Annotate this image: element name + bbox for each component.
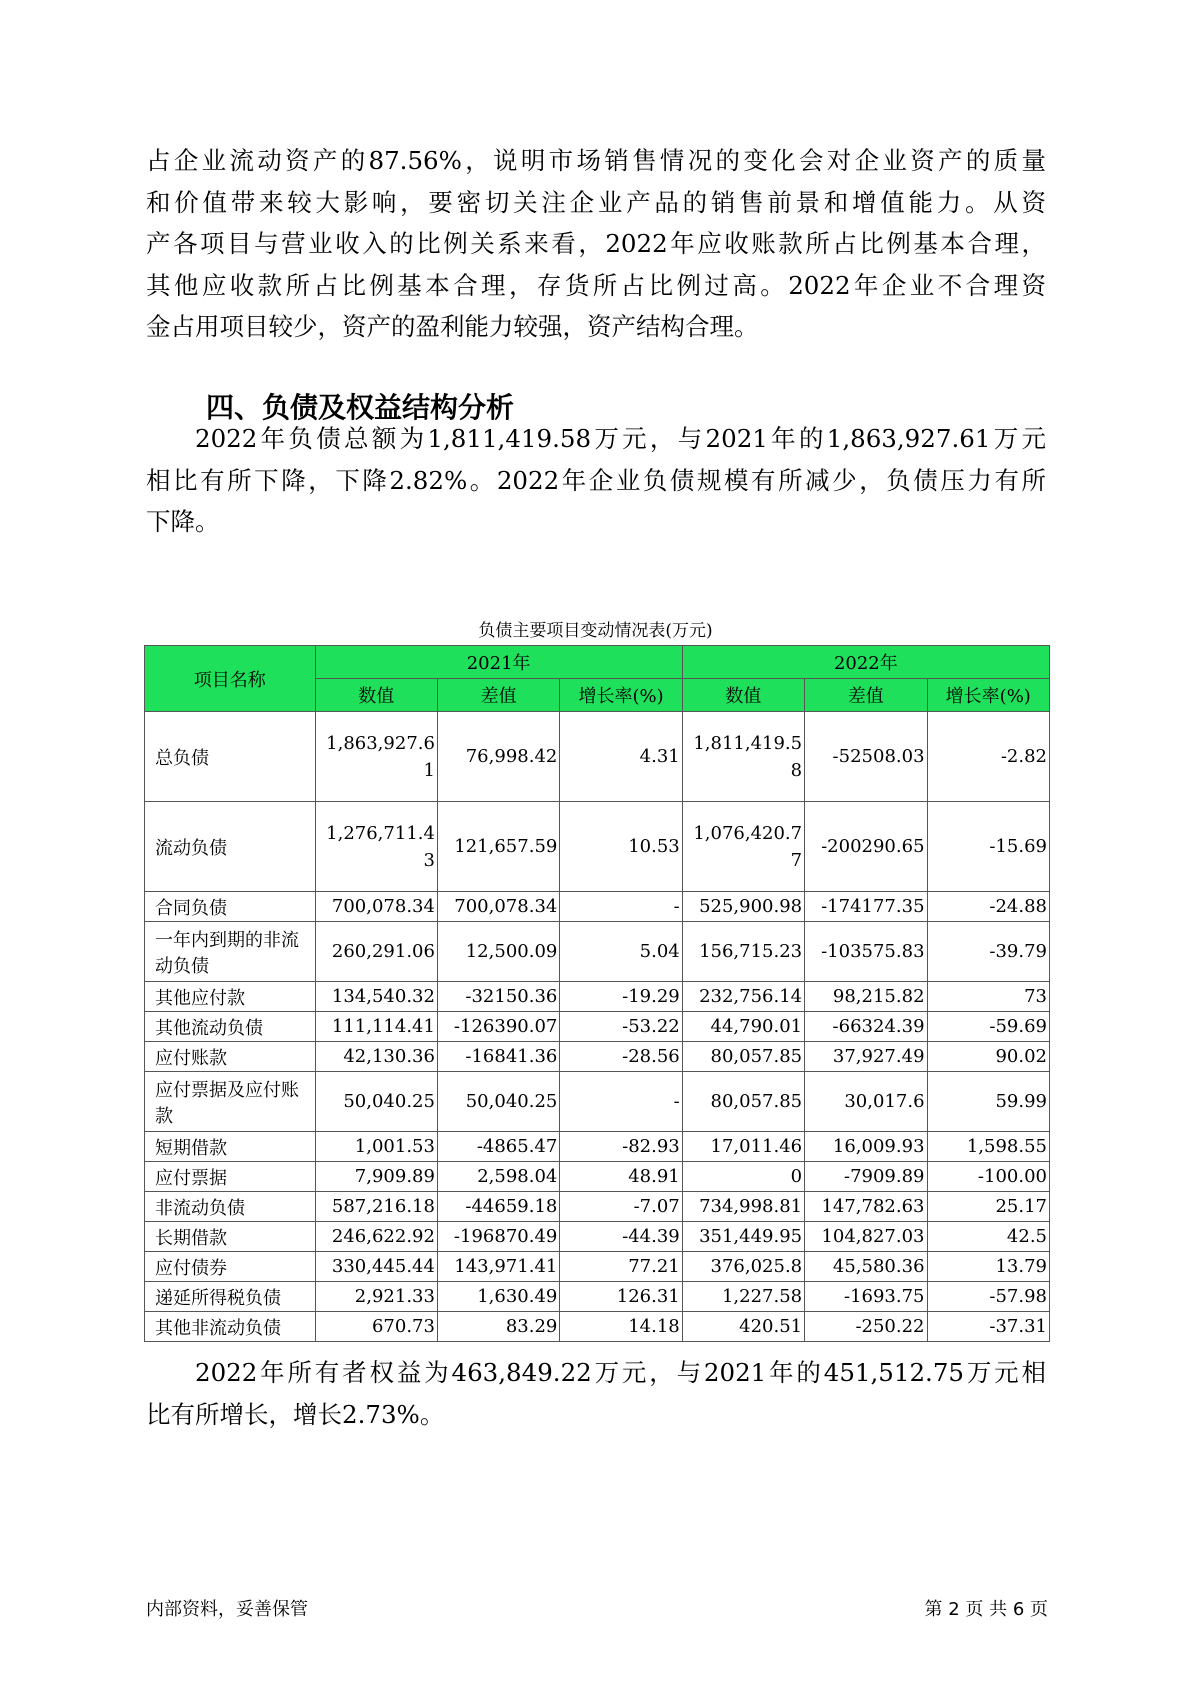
row-cell-value: 77.21	[560, 1252, 682, 1282]
row-cell-value: 134,540.32	[315, 982, 437, 1012]
row-cell-value: 98,215.82	[805, 982, 927, 1012]
header-difference: 差值	[437, 679, 559, 712]
row-cell-value: 7,909.89	[315, 1162, 437, 1192]
row-item-name: 长期借款	[145, 1222, 316, 1252]
row-cell-value: -100.00	[927, 1162, 1049, 1192]
row-cell-value: 126.31	[560, 1282, 682, 1312]
paragraph-line: 2022年负债总额为1,811,419.58万元，与2021年的1,863,927.61万元	[195, 424, 1046, 453]
row-cell-value: 121,657.59	[437, 802, 559, 892]
row-cell-value: 17,011.46	[682, 1132, 804, 1162]
row-cell-value: 59.99	[927, 1072, 1049, 1132]
row-cell-value: -19.29	[560, 982, 682, 1012]
row-cell-value: 700,078.34	[437, 892, 559, 922]
row-cell-value: 50,040.25	[437, 1072, 559, 1132]
row-cell-value: -28.56	[560, 1042, 682, 1072]
paragraph-equity-summary	[146, 1352, 1046, 1435]
paragraph-line: 金占用项目较少，资产的盈利能力较强，资产结构合理。	[146, 312, 759, 341]
row-item-name: 其他应付款	[145, 982, 316, 1012]
footer-confidential-note: 内部资料，妥善保管	[146, 1599, 308, 1620]
row-cell-value: 147,782.63	[805, 1192, 927, 1222]
paragraph-line: 比有所增长，增长2.73%。	[146, 1399, 445, 1429]
row-cell-value: -44.39	[560, 1222, 682, 1252]
row-cell-value: -66324.39	[805, 1012, 927, 1042]
row-cell-value: 37,927.49	[805, 1042, 927, 1072]
row-cell-value: 670.73	[315, 1312, 437, 1342]
row-cell-value: 1,598.55	[927, 1132, 1049, 1162]
header-growth-rate: 增长率(%)	[927, 679, 1049, 712]
row-cell-value: 76,998.42	[437, 712, 559, 802]
row-cell-value: 13.79	[927, 1252, 1049, 1282]
section-heading: 四、负债及权益结构分析	[206, 391, 515, 424]
header-value: 数值	[315, 679, 437, 712]
header-difference: 差值	[805, 679, 927, 712]
row-cell-value: -4865.47	[437, 1132, 559, 1162]
paragraph-asset-analysis	[146, 140, 1046, 348]
row-cell-value: -32150.36	[437, 982, 559, 1012]
row-cell-value: 80,057.85	[682, 1042, 804, 1072]
header-growth-rate: 增长率(%)	[560, 679, 682, 712]
row-item-name: 应付账款	[145, 1042, 316, 1072]
row-item-name: 非流动负债	[145, 1192, 316, 1222]
row-cell-value: 420.51	[682, 1312, 804, 1342]
row-cell-value: -174177.35	[805, 892, 927, 922]
row-cell-value: 5.04	[560, 922, 682, 982]
row-cell-value: -1693.75	[805, 1282, 927, 1312]
table-row	[145, 712, 1050, 802]
row-cell-value: 232,756.14	[682, 982, 804, 1012]
table-title: 负债主要项目变动情况表(万元)	[478, 621, 713, 641]
row-cell-value: -196870.49	[437, 1222, 559, 1252]
row-cell-value: 44,790.01	[682, 1012, 804, 1042]
liability-table	[144, 645, 1050, 1342]
row-cell-value: 1,076,420.77	[682, 802, 804, 892]
row-cell-value: 73	[927, 982, 1049, 1012]
row-item-name: 其他非流动负债	[145, 1312, 316, 1342]
row-cell-value: 30,017.6	[805, 1072, 927, 1132]
header-item-name: 项目名称	[145, 646, 316, 712]
row-item-name: 应付债券	[145, 1252, 316, 1282]
header-value: 数值	[682, 679, 804, 712]
row-cell-value: -	[560, 1072, 682, 1132]
paragraph-line: 2022年所有者权益为463,849.22万元，与2021年的451,512.75万元相	[195, 1358, 1046, 1387]
row-cell-value: 0	[682, 1162, 804, 1192]
row-item-name: 流动负债	[145, 802, 316, 892]
row-cell-value: -2.82	[927, 712, 1049, 802]
row-cell-value: 351,449.95	[682, 1222, 804, 1252]
row-cell-value: -59.69	[927, 1012, 1049, 1042]
table-row	[145, 982, 1050, 1012]
row-cell-value: -44659.18	[437, 1192, 559, 1222]
row-cell-value: -250.22	[805, 1312, 927, 1342]
row-cell-value: -37.31	[927, 1312, 1049, 1342]
row-cell-value: 104,827.03	[805, 1222, 927, 1252]
row-cell-value: -39.79	[927, 922, 1049, 982]
row-item-name: 短期借款	[145, 1132, 316, 1162]
row-cell-value: 330,445.44	[315, 1252, 437, 1282]
row-cell-value: 2,598.04	[437, 1162, 559, 1192]
row-cell-value: 80,057.85	[682, 1072, 804, 1132]
row-cell-value: 48.91	[560, 1162, 682, 1192]
row-cell-value: -7909.89	[805, 1162, 927, 1192]
row-cell-value: -126390.07	[437, 1012, 559, 1042]
row-cell-value: 260,291.06	[315, 922, 437, 982]
row-cell-value: -53.22	[560, 1012, 682, 1042]
paragraph-line: 占企业流动资产的87.56%，说明市场销售情况的变化会对企业资产的质量	[146, 146, 1046, 175]
row-cell-value: 1,811,419.58	[682, 712, 804, 802]
row-cell-value: 111,114.41	[315, 1012, 437, 1042]
row-cell-value: -82.93	[560, 1132, 682, 1162]
row-cell-value: -52508.03	[805, 712, 927, 802]
row-cell-value: 1,276,711.43	[315, 802, 437, 892]
table-row	[145, 1222, 1050, 1252]
header-year-2021: 2021年	[315, 646, 682, 679]
row-item-name: 其他流动负债	[145, 1012, 316, 1042]
paragraph-line: 产各项目与营业收入的比例关系来看，2022年应收账款所占比例基本合理，	[146, 229, 1046, 258]
row-cell-value: 45,580.36	[805, 1252, 927, 1282]
row-cell-value: 1,001.53	[315, 1132, 437, 1162]
table-row	[145, 922, 1050, 982]
row-item-name: 合同负债	[145, 892, 316, 922]
row-cell-value: 16,009.93	[805, 1132, 927, 1162]
row-cell-value: 83.29	[437, 1312, 559, 1342]
paragraph-line: 其他应收款所占比例基本合理，存货所占比例过高。2022年企业不合理资	[146, 270, 1046, 300]
row-cell-value: 50,040.25	[315, 1072, 437, 1132]
row-item-name: 应付票据	[145, 1162, 316, 1192]
row-cell-value: 10.53	[560, 802, 682, 892]
row-cell-value: 700,078.34	[315, 892, 437, 922]
row-cell-value: 90.02	[927, 1042, 1049, 1072]
row-cell-value: -57.98	[927, 1282, 1049, 1312]
row-cell-value: 1,863,927.61	[315, 712, 437, 802]
row-cell-value: 2,921.33	[315, 1282, 437, 1312]
row-cell-value: 525,900.98	[682, 892, 804, 922]
paragraph-line: 和价值带来较大影响，要密切关注企业产品的销售前景和增值能力。从资	[146, 187, 1046, 217]
row-cell-value: -24.88	[927, 892, 1049, 922]
row-cell-value: 42.5	[927, 1222, 1049, 1252]
row-cell-value: 4.31	[560, 712, 682, 802]
table-row	[145, 802, 1050, 892]
row-cell-value: 14.18	[560, 1312, 682, 1342]
table-row	[145, 1252, 1050, 1282]
row-cell-value: 42,130.36	[315, 1042, 437, 1072]
table-row	[145, 1072, 1050, 1132]
row-cell-value: -15.69	[927, 802, 1049, 892]
header-year-2022: 2022年	[682, 646, 1049, 679]
table-row	[145, 1312, 1050, 1342]
row-cell-value: 25.17	[927, 1192, 1049, 1222]
footer-page-number: 第 2 页 共 6 页	[924, 1599, 1048, 1620]
paragraph-line: 相比有所下降，下降2.82%。2022年企业负债规模有所减少，负债压力有所	[146, 465, 1046, 495]
row-item-name: 应付票据及应付账款	[145, 1072, 316, 1132]
row-item-name: 递延所得税负债	[145, 1282, 316, 1312]
table-row	[145, 892, 1050, 922]
row-item-name: 总负债	[145, 712, 316, 802]
row-cell-value: 1,227.58	[682, 1282, 804, 1312]
row-cell-value: -	[560, 892, 682, 922]
table-row	[145, 1192, 1050, 1222]
row-cell-value: -103575.83	[805, 922, 927, 982]
row-cell-value: 12,500.09	[437, 922, 559, 982]
row-item-name: 一年内到期的非流动负债	[145, 922, 316, 982]
row-cell-value: -16841.36	[437, 1042, 559, 1072]
table-row	[145, 1012, 1050, 1042]
paragraph-liability-summary	[146, 418, 1046, 543]
row-cell-value: 143,971.41	[437, 1252, 559, 1282]
row-cell-value: 587,216.18	[315, 1192, 437, 1222]
table-row	[145, 1282, 1050, 1312]
row-cell-value: -7.07	[560, 1192, 682, 1222]
row-cell-value: -200290.65	[805, 802, 927, 892]
table-row	[145, 1162, 1050, 1192]
row-cell-value: 246,622.92	[315, 1222, 437, 1252]
table-row	[145, 1132, 1050, 1162]
row-cell-value: 734,998.81	[682, 1192, 804, 1222]
table-row	[145, 1042, 1050, 1072]
paragraph-line: 下降。	[146, 507, 220, 536]
row-cell-value: 376,025.8	[682, 1252, 804, 1282]
row-cell-value: 156,715.23	[682, 922, 804, 982]
row-cell-value: 1,630.49	[437, 1282, 559, 1312]
